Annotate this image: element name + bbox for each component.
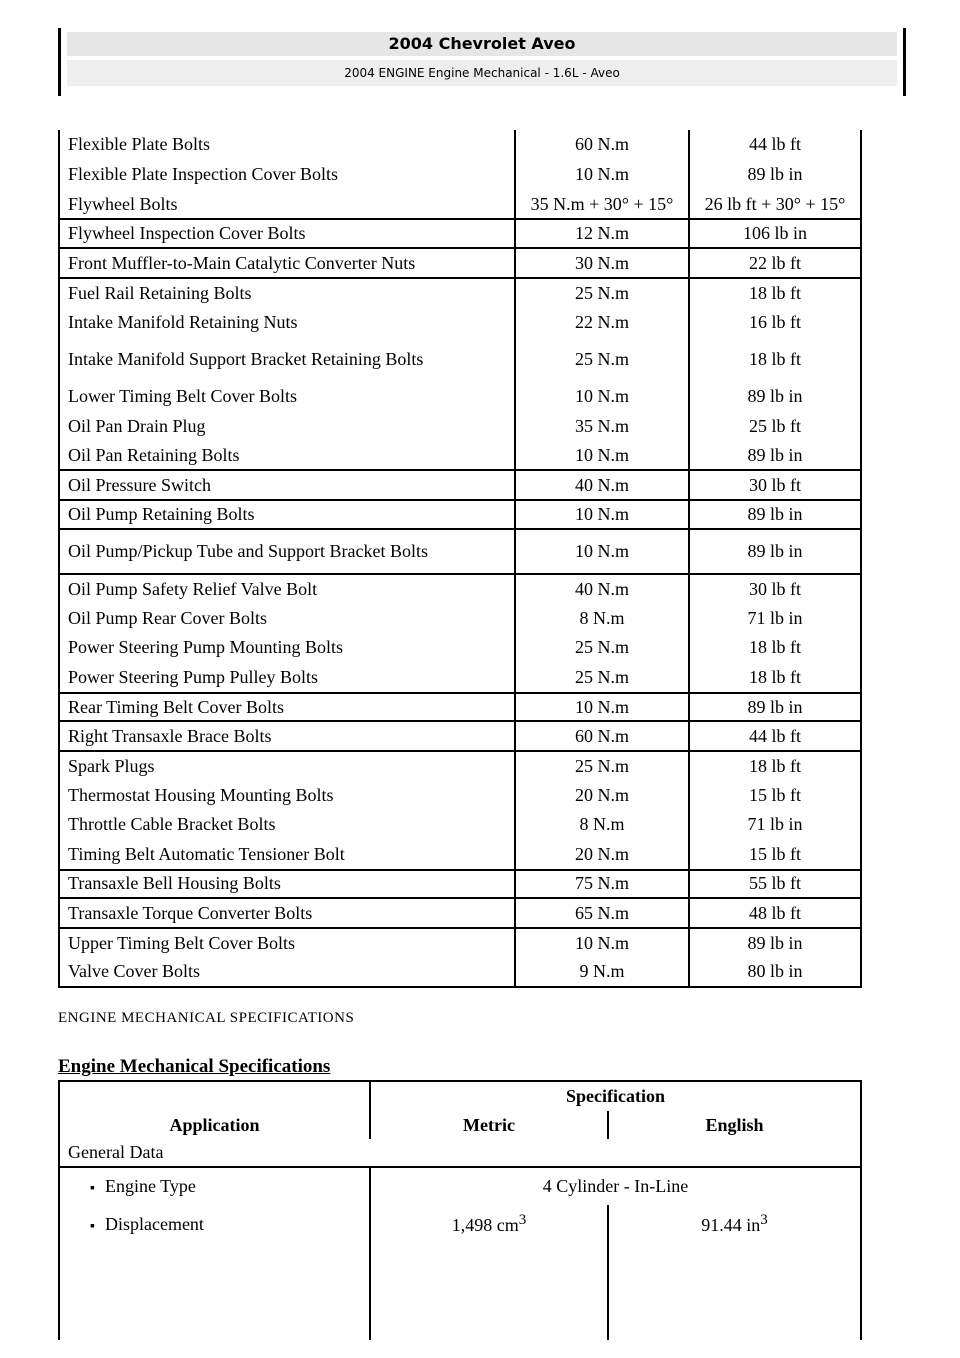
fastener-name: Oil Pump Rear Cover Bolts: [59, 604, 515, 633]
spec-header-row: [59, 1081, 861, 1111]
metric-torque: 20 N.m: [515, 781, 689, 810]
fastener-name: Valve Cover Bolts: [59, 958, 515, 987]
metric-torque: 25 N.m: [515, 663, 689, 693]
fastener-name: Upper Timing Belt Cover Bolts: [59, 928, 515, 958]
spec-column-header: Specification: [370, 1081, 861, 1111]
table-row: [59, 604, 861, 633]
section-label: ENGINE MECHANICAL SPECIFICATIONS: [58, 1010, 355, 1026]
fastener-name: Transaxle Torque Converter Bolts: [59, 898, 515, 928]
fastener-name: Power Steering Pump Pulley Bolts: [59, 663, 515, 693]
fastener-name: Intake Manifold Support Bracket Retaining Bolts: [59, 337, 515, 382]
table-row: [59, 529, 861, 574]
spec-table-title: Engine Mechanical Specifications: [58, 1056, 331, 1077]
table-row: [59, 160, 861, 190]
spec-label: Engine Type: [104, 1176, 196, 1196]
fastener-name: Oil Pan Drain Plug: [59, 412, 515, 441]
english-torque: 18 lb ft: [689, 751, 861, 781]
fastener-name: Flywheel Bolts: [59, 190, 515, 220]
metric-torque: 10 N.m: [515, 693, 689, 722]
metric-torque: 20 N.m: [515, 840, 689, 870]
metric-torque: 10 N.m: [515, 160, 689, 190]
fastener-name: Fuel Rail Retaining Bolts: [59, 278, 515, 308]
table-row: [59, 958, 861, 987]
table-row: [59, 308, 861, 337]
english-torque: 71 lb in: [689, 604, 861, 633]
fastener-name: Oil Pump Retaining Bolts: [59, 500, 515, 529]
metric-torque: 22 N.m: [515, 308, 689, 337]
english-column-header: English: [608, 1111, 861, 1139]
english-torque: 89 lb in: [689, 693, 861, 722]
metric-torque: 30 N.m: [515, 248, 689, 278]
table-row: [59, 810, 861, 840]
english-torque: 71 lb in: [689, 810, 861, 840]
bullet-icon: [90, 1176, 105, 1196]
fastener-name: Transaxle Bell Housing Bolts: [59, 870, 515, 899]
metric-torque: 10 N.m: [515, 441, 689, 471]
english-torque: 16 lb ft: [689, 308, 861, 337]
metric-torque: 25 N.m: [515, 337, 689, 382]
fastener-name: Lower Timing Belt Cover Bolts: [59, 382, 515, 412]
metric-torque: 60 N.m: [515, 721, 689, 751]
fastener-name: Timing Belt Automatic Tensioner Bolt: [59, 840, 515, 870]
table-row: [59, 870, 861, 899]
spec-metric-value: 1,498 $cm^3$: [370, 1205, 608, 1243]
metric-torque: 40 N.m: [515, 470, 689, 500]
fastener-name: Oil Pressure Switch: [59, 470, 515, 500]
table-row: [59, 633, 861, 663]
table-row: [59, 382, 861, 412]
table-row: [59, 840, 861, 870]
english-torque: 18 lb ft: [689, 278, 861, 308]
metric-torque: 35 N.m + 30° + 15°: [515, 190, 689, 220]
table-row: [59, 751, 861, 781]
table-row: [59, 663, 861, 693]
metric-torque: 25 N.m: [515, 751, 689, 781]
table-row: [59, 693, 861, 722]
fastener-name: Intake Manifold Retaining Nuts: [59, 308, 515, 337]
metric-torque: 60 N.m: [515, 130, 689, 160]
english-torque: 106 lb in: [689, 219, 861, 248]
fastener-name: Oil Pump/Pickup Tube and Support Bracket Bolts: [59, 529, 515, 574]
fastener-name: Oil Pump Safety Relief Valve Bolt: [59, 574, 515, 604]
metric-torque: 8 N.m: [515, 810, 689, 840]
table-row: [59, 574, 861, 604]
table-row: [59, 781, 861, 810]
fastener-name: Right Transaxle Brace Bolts: [59, 721, 515, 751]
english-torque: 18 lb ft: [689, 337, 861, 382]
english-torque: 89 lb in: [689, 529, 861, 574]
english-torque: 48 lb ft: [689, 898, 861, 928]
document-subtitle: 2004 ENGINE Engine Mechanical - 1.6L - Aveo: [67, 60, 897, 86]
metric-column-header: Metric: [370, 1111, 608, 1139]
spec-row-displacement: [59, 1205, 861, 1243]
metric-torque: 25 N.m: [515, 633, 689, 663]
english-torque: 18 lb ft: [689, 663, 861, 693]
table-row: [59, 412, 861, 441]
english-torque: 15 lb ft: [689, 840, 861, 870]
table-row: [59, 500, 861, 529]
spec-english-value: 91.44 $in^3$: [608, 1205, 861, 1243]
metric-torque: 10 N.m: [515, 382, 689, 412]
general-data-group-label: General Data: [59, 1139, 370, 1167]
metric-torque: 12 N.m: [515, 219, 689, 248]
metric-torque: 10 N.m: [515, 529, 689, 574]
english-torque: 89 lb in: [689, 382, 861, 412]
english-torque: 22 lb ft: [689, 248, 861, 278]
table-row: [59, 721, 861, 751]
metric-torque: 65 N.m: [515, 898, 689, 928]
spec-value: 4 Cylinder - In-Line: [370, 1167, 861, 1205]
metric-torque: 35 N.m: [515, 412, 689, 441]
bullet-icon: [90, 1214, 105, 1234]
engine-spec-table: [58, 1080, 862, 1340]
fastener-torque-table: [58, 130, 862, 988]
fastener-name: Power Steering Pump Mounting Bolts: [59, 633, 515, 663]
english-torque: 80 lb in: [689, 958, 861, 987]
metric-torque: 8 N.m: [515, 604, 689, 633]
english-torque: 89 lb in: [689, 441, 861, 471]
table-row: [59, 928, 861, 958]
english-torque: 18 lb ft: [689, 633, 861, 663]
metric-torque: 25 N.m: [515, 278, 689, 308]
english-torque: 89 lb in: [689, 160, 861, 190]
fastener-name: Flywheel Inspection Cover Bolts: [59, 219, 515, 248]
table-row: [59, 337, 861, 382]
table-row: [59, 470, 861, 500]
english-torque: 26 lb ft + 30° + 15°: [689, 190, 861, 220]
table-row: [59, 190, 861, 220]
document-title: 2004 Chevrolet Aveo: [67, 32, 897, 56]
application-column-header: Application: [59, 1111, 370, 1139]
fastener-name: Flexible Plate Bolts: [59, 130, 515, 160]
english-torque: 15 lb ft: [689, 781, 861, 810]
fastener-name: Front Muffler-to-Main Catalytic Converter Nuts: [59, 248, 515, 278]
english-torque: 89 lb in: [689, 928, 861, 958]
english-torque: 89 lb in: [689, 500, 861, 529]
metric-torque: 10 N.m: [515, 500, 689, 529]
english-torque: 30 lb ft: [689, 574, 861, 604]
english-torque: 30 lb ft: [689, 470, 861, 500]
document-header: [58, 28, 906, 96]
table-row: [59, 219, 861, 248]
fastener-name: Thermostat Housing Mounting Bolts: [59, 781, 515, 810]
spec-row-engine-type: [59, 1167, 861, 1205]
fastener-name: Oil Pan Retaining Bolts: [59, 441, 515, 471]
table-row: [59, 130, 861, 160]
fastener-name: Flexible Plate Inspection Cover Bolts: [59, 160, 515, 190]
english-torque: 44 lb ft: [689, 130, 861, 160]
fastener-name: Rear Timing Belt Cover Bolts: [59, 693, 515, 722]
fastener-name: Throttle Cable Bracket Bolts: [59, 810, 515, 840]
table-row: [59, 441, 861, 471]
metric-torque: 75 N.m: [515, 870, 689, 899]
table-row: [59, 898, 861, 928]
table-row: [59, 278, 861, 308]
metric-torque: 40 N.m: [515, 574, 689, 604]
metric-torque: 9 N.m: [515, 958, 689, 987]
english-torque: 55 lb ft: [689, 870, 861, 899]
spec-label: Displacement: [104, 1213, 204, 1234]
table-row: [59, 248, 861, 278]
metric-torque: 10 N.m: [515, 928, 689, 958]
fastener-name: Spark Plugs: [59, 751, 515, 781]
english-torque: 44 lb ft: [689, 721, 861, 751]
english-torque: 25 lb ft: [689, 412, 861, 441]
